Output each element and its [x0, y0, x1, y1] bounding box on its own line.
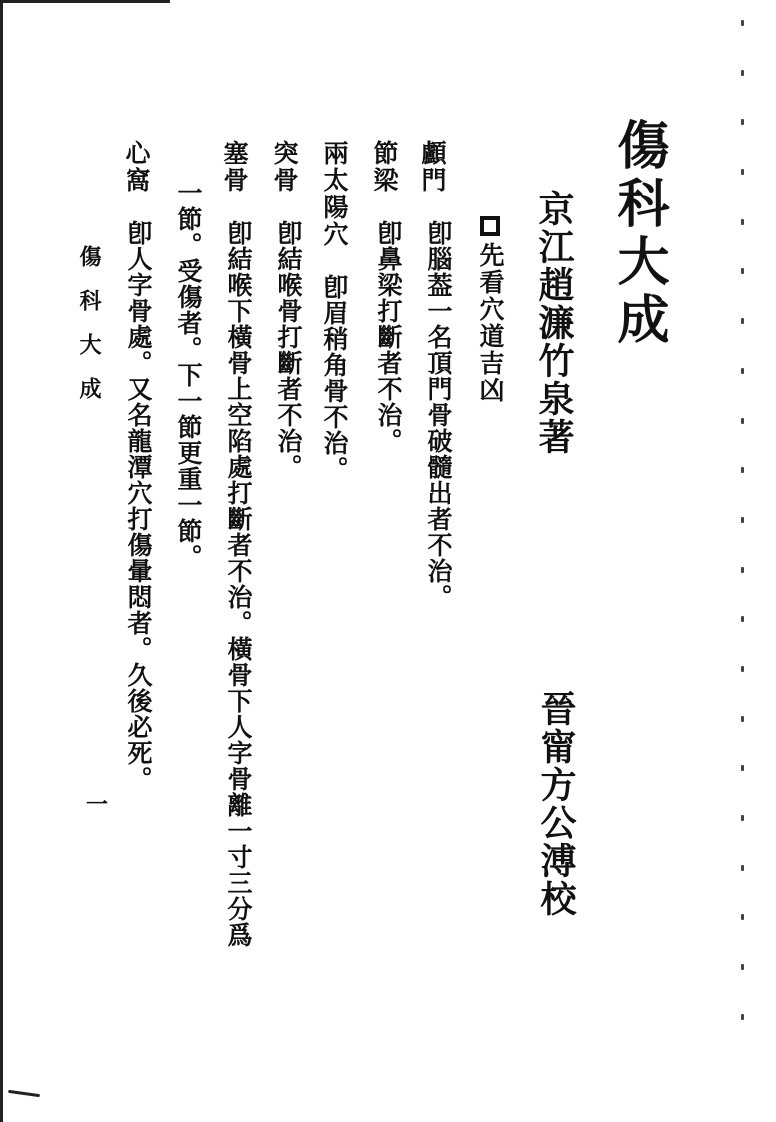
entry-term: 心窩 — [122, 140, 151, 194]
running-head: 傷科大成 — [76, 245, 102, 421]
square-marker-icon — [480, 216, 500, 236]
entry-description: 卽鼻梁打斷者不治。 — [374, 220, 403, 454]
entry-description: 卽眉稍角骨不治。 — [320, 274, 349, 482]
entry-description: 卽人字骨處。又名龍潭穴打傷暈悶者。久後必死。 — [124, 220, 153, 792]
book-title: 傷科大成 — [608, 118, 669, 350]
page-bottom-mark — [8, 1090, 40, 1097]
page-number: 一 — [86, 792, 109, 818]
binding-edge-marks — [738, 20, 746, 1020]
entry-term: 顱門 — [418, 140, 447, 194]
entry-term: 塞骨 — [220, 140, 249, 194]
page-top-edge — [0, 0, 170, 3]
entry-description: 卽結喉下橫骨上空陷處打斷者不治。橫骨下人字骨離一寸三分爲 — [224, 220, 253, 948]
editor-line: 晉甯方公溥校 — [535, 690, 577, 918]
entry-continuation: 一節。受傷者。下一節更重一節。 — [174, 180, 203, 570]
page-left-edge — [0, 0, 3, 1122]
entry-row — [322, 140, 347, 482]
entry-term: 突骨 — [270, 140, 299, 194]
entry-description: 卽腦葢一名頂門骨破髓出者不治。 — [424, 220, 453, 610]
author-line: 京江趙濂竹泉著 — [533, 190, 575, 456]
entry-term: 節梁 — [370, 140, 399, 194]
entry-description: 卽結喉骨打斷者不治。 — [274, 220, 303, 480]
entry-term: 兩太陽穴 — [320, 140, 349, 248]
section-heading-text: 先看穴道吉凶 — [476, 242, 505, 404]
section-heading — [478, 216, 503, 404]
